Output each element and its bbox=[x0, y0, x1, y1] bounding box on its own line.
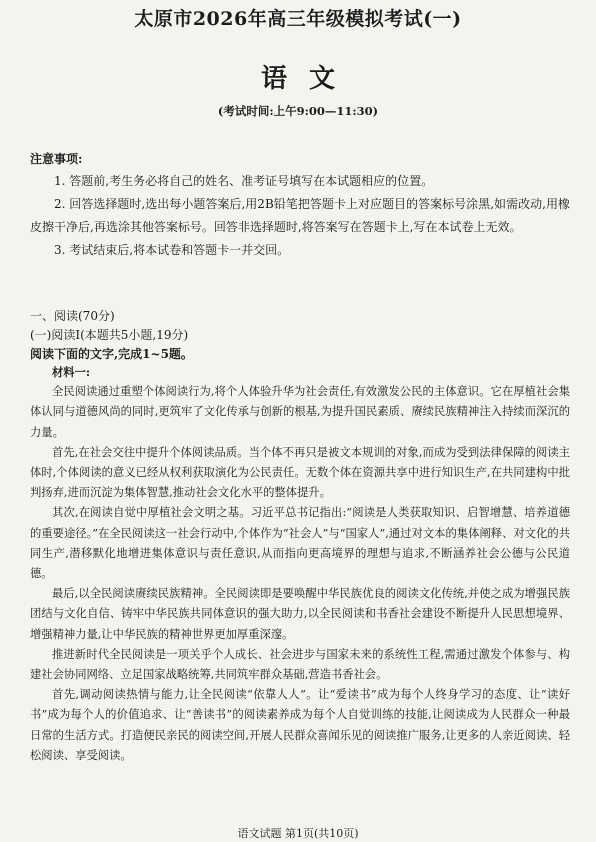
exam-title: 太原市2026年高三年级模拟考试(一) bbox=[134, 8, 462, 30]
paragraph: 推进新时代全民阅读是一项关乎个人成长、社会进步与国家未来的系统性工程,需通过激发个体参与、构建社会协同网络、立足国家战略统筹,共同筑牢群众基础,营造书香社会。 bbox=[30, 647, 570, 682]
paragraph: 全民阅读通过重塑个体阅读行为,将个人体验升华为社会责任,有效激发公民的主体意识。它在厚植社会集体认同与道德风尚的同时,更筑牢了文化传承与创新的根基,为提升国民素质、赓续民族精神注入持续而深沉的力量。 bbox=[30, 385, 570, 439]
notice-list bbox=[30, 170, 570, 262]
exam-time: (考试时间:上午9:00—11:30) bbox=[217, 104, 379, 118]
notice-item: 2. 回答选择题时,选出每小题答案后,用2B铅笔把答题卡上对应题目的答案标号涂黑,如需改动,用橡皮擦干净后,再选涂其他答案标号。回答非选择题时,将答案写在答题卡上,写在本试卷上无效。 bbox=[30, 197, 570, 234]
subject-title: 语文 bbox=[260, 64, 357, 94]
notice-item: 1. 答题前,考生务必将自己的姓名、准考证号填写在本试题相应的位置。 bbox=[54, 174, 434, 188]
subsection-heading: (一)阅读Ⅰ(本题共5小题,19分) bbox=[30, 328, 189, 342]
paragraph: 首先,调动阅读热情与能力,让全民阅读“依靠人人”。让“爱读书”成为每个人终身学习的态度、让“读好书”成为每个人的价值追求、让“善读书”的阅读素养成为每个人自觉训练的技能,让阅读成为人民群众一种最日常的生活方式。打造便民亲民的阅读空间,开展人民群众喜闻乐见的阅读推广服务,让更多的人亲近阅读、轻松阅读、享受阅读。 bbox=[30, 688, 570, 762]
notice-title: 注意事项: bbox=[30, 152, 83, 166]
section-heading: 一、阅读(70分) bbox=[30, 309, 115, 323]
page-footer: 语文试题 第1页(共10页) bbox=[237, 827, 359, 840]
material-text bbox=[30, 362, 570, 766]
paragraph: 首先,在社会交往中提升个体阅读品质。当个体不再只是被文本规训的对象,而成为受到法律保障的阅读主体时,个体阅读的意义已经从权利获取演化为公民责任。无数个体在资源共享中进行知识生产,在共同建构中批判扬弃,进而沉淀为集体智慧,推动社会文化水平的整体提升。 bbox=[30, 445, 570, 500]
notice-item: 3. 考试结束后,将本试卷和答题卡一并交回。 bbox=[54, 243, 290, 257]
material-label: 材料一: bbox=[52, 365, 91, 379]
paragraph: 最后,以全民阅读赓续民族精神。全民阅读即是要唤醒中华民族优良的阅读文化传统,并使之成为增强民族团结与文化自信、铸牢中华民族共同体意识的强大助力,以全民阅读和书香社会建设不断提升人民思想境界、增强精神力量,让中华民族的精神世界更加厚重深邃。 bbox=[30, 587, 570, 641]
paragraph: 其次,在阅读自觉中厚植社会文明之基。习近平总书记指出:“阅读是人类获取知识、启智增慧、培养道德的重要途径。”在全民阅读这一社会行动中,个体作为“社会人”与“国家人”,通过对文本的集体阐释、对文化的共同生产,潜移默化地增进集体意识与责任意识,从而指向更高境界的理想与追求,不断涵养社会公德与公民道德。 bbox=[30, 506, 570, 581]
question-instruction: 阅读下面的文字,完成1~5题。 bbox=[30, 347, 193, 361]
